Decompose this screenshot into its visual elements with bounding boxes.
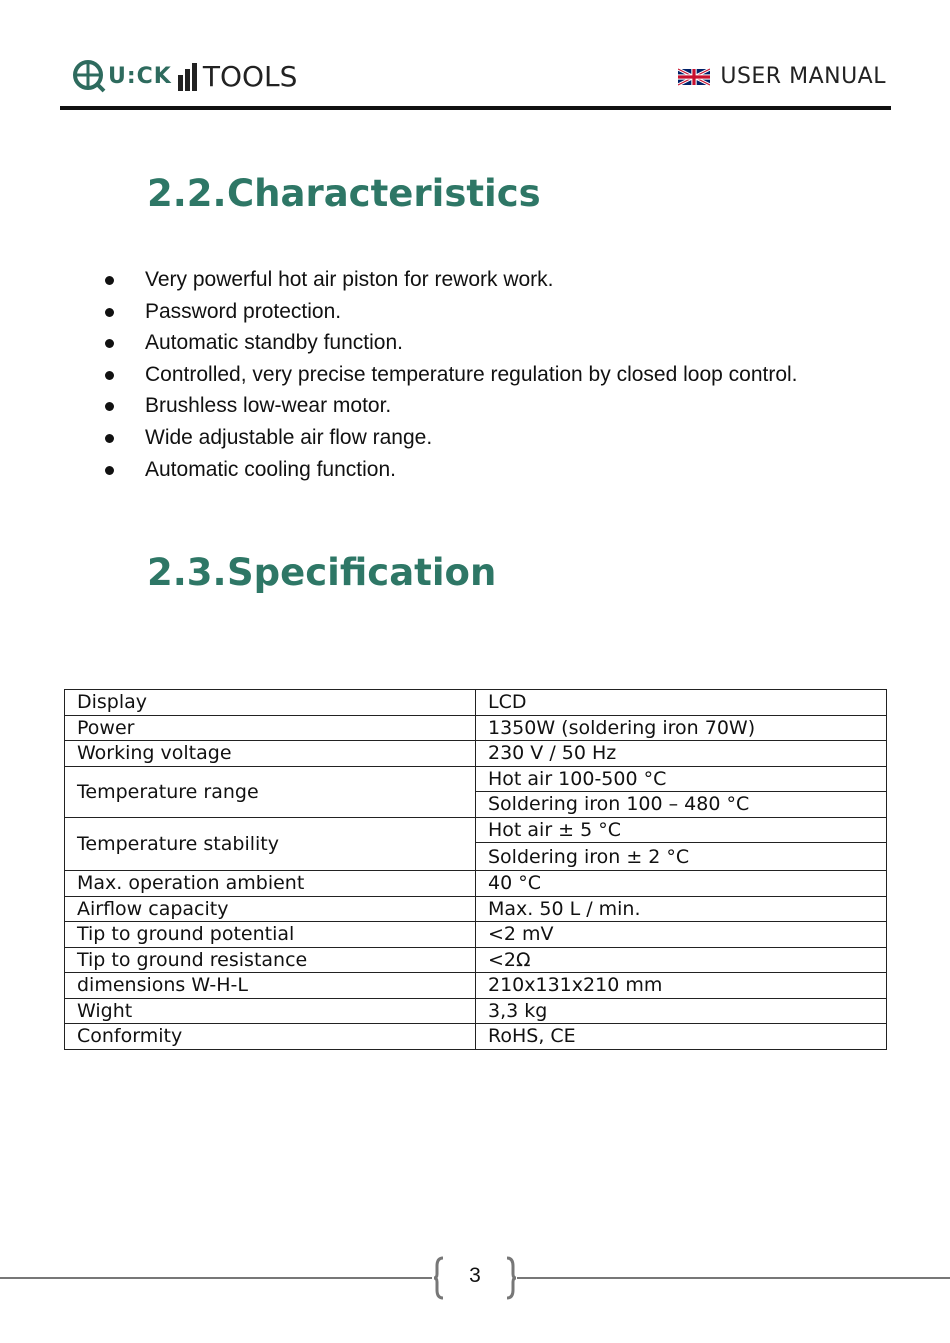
footer-rule-left: [0, 1277, 432, 1279]
right-bracket-icon: [506, 1256, 516, 1300]
spec-label: Temperature range: [65, 766, 476, 817]
bullet-icon: [105, 276, 114, 285]
section-number: 2.2.: [147, 172, 227, 215]
list-item: Password protection.: [100, 296, 798, 328]
table-row: [65, 947, 887, 973]
section-heading-characteristics: [147, 172, 541, 215]
header-divider: [60, 106, 891, 110]
spec-value: Hot air ± 5 °C: [476, 817, 887, 843]
spec-value: <2 mV: [476, 922, 887, 948]
bullet-icon: [105, 339, 114, 348]
table-row: [65, 922, 887, 948]
table-row: [65, 715, 887, 741]
list-item: Very powerful hot air piston for rework work.: [100, 264, 798, 296]
list-item: Controlled, very precise temperature regulation by closed loop control.: [100, 359, 798, 391]
spec-value: 1350W (soldering iron 70W): [476, 715, 887, 741]
spec-value: <2Ω: [476, 947, 887, 973]
list-item: Automatic standby function.: [100, 327, 798, 359]
page-number: 3: [469, 1264, 481, 1287]
section-title: Specification: [227, 551, 497, 594]
table-row: [65, 766, 887, 792]
spec-value: Soldering iron ± 2 °C: [476, 843, 887, 871]
spec-label: Display: [65, 690, 476, 716]
spec-value: LCD: [476, 690, 887, 716]
bullet-icon: [105, 402, 114, 411]
spec-label: Power: [65, 715, 476, 741]
table-row: [65, 896, 887, 922]
spec-label: Temperature stability: [65, 817, 476, 871]
table-row: [65, 741, 887, 767]
spec-label: Airflow capacity: [65, 896, 476, 922]
section-title: Characteristics: [227, 172, 541, 215]
spec-value: 40 °C: [476, 871, 887, 897]
brand-logo: [72, 56, 297, 96]
spec-label: Tip to ground potential: [65, 922, 476, 948]
footer-rule-right: [517, 1277, 950, 1279]
spec-value: Hot air 100-500 °C: [476, 766, 887, 792]
bullet-icon: [105, 308, 114, 317]
table-row: [65, 690, 887, 716]
spec-value: Soldering iron 100 – 480 °C: [476, 792, 887, 818]
header-right: [678, 64, 886, 89]
spec-value: RoHS, CE: [476, 1024, 887, 1050]
spec-label: Conformity: [65, 1024, 476, 1050]
characteristics-list: [100, 264, 798, 485]
bullet-icon: [105, 434, 114, 443]
table-row: [65, 998, 887, 1024]
list-item: Automatic cooling function.: [100, 454, 798, 486]
table-row: [65, 871, 887, 897]
spec-value: 210x131x210 mm: [476, 973, 887, 999]
left-bracket-icon: [434, 1256, 444, 1300]
logo-word: U:CK: [108, 63, 172, 89]
spec-value: Max. 50 L / min.: [476, 896, 887, 922]
spec-label: Wight: [65, 998, 476, 1024]
bullet-icon: [105, 466, 114, 475]
table-row: [65, 973, 887, 999]
section-number: 2.3.: [147, 551, 227, 594]
section-heading-specification: [147, 551, 496, 594]
user-manual-label: USER MANUAL: [720, 64, 886, 89]
spec-label: Tip to ground resistance: [65, 947, 476, 973]
spec-label: dimensions W-H-L: [65, 973, 476, 999]
logo-bars-icon: [178, 61, 199, 91]
spec-label: Max. operation ambient: [65, 871, 476, 897]
logo-q-icon: [72, 59, 106, 93]
table-row: [65, 1024, 887, 1050]
uk-flag-icon: [678, 68, 710, 86]
spec-label: Working voltage: [65, 741, 476, 767]
logo-brand: TOOLS: [202, 59, 298, 93]
spec-value: 230 V / 50 Hz: [476, 741, 887, 767]
spec-value: 3,3 kg: [476, 998, 887, 1024]
list-item: Wide adjustable air flow range.: [100, 422, 798, 454]
table-row: [65, 817, 887, 843]
bullet-icon: [105, 371, 114, 380]
list-item: Brushless low-wear motor.: [100, 390, 798, 422]
specification-table: [64, 689, 887, 1050]
